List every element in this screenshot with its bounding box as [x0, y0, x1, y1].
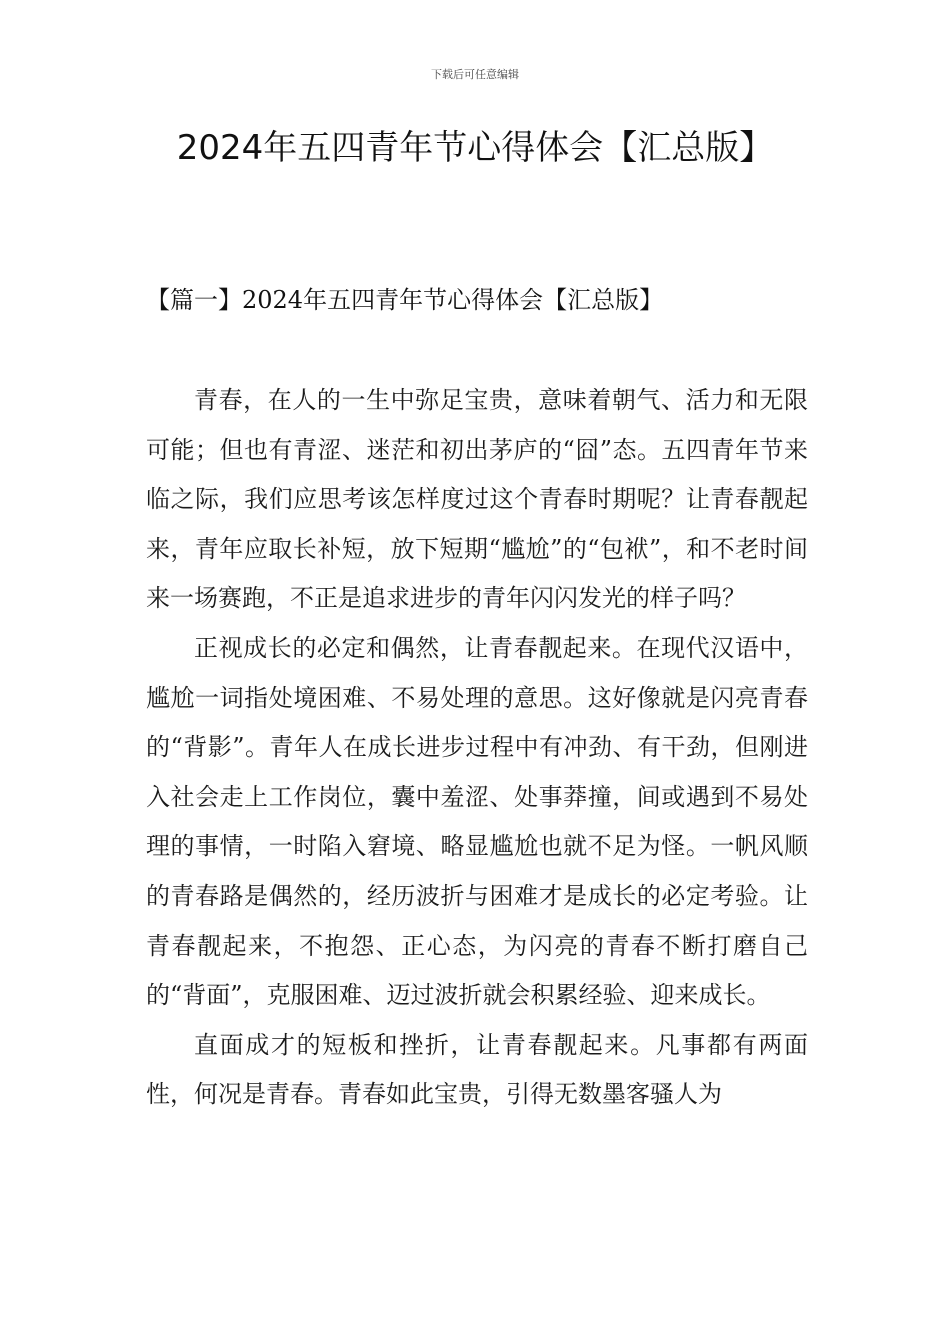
paragraph-2: 正视成长的必定和偶然，让青春靓起来。在现代汉语中，尴尬一词指处境困难、不易处理的意思。这好像就是闪亮青春的“背影”。青年人在成长进步过程中有冲劲、有干劲，但刚进入社会走上工作岗位，囊中羞涩、处事莽撞，间或遇到不易处理的事情，一时陷入窘境、略显尴尬也就不足为怪。一帆风顺的青春路是偶然的，经历波折与困难才是成长的必定考验。让青春靓起来，不抱怨、正心态，为闪亮的青春不断打磨自己的“背面”，克服困难、迈过波折就会积累经验、迎来成长。: [146, 633, 808, 1010]
document-title: 2024年五四青年节心得体会【汇总版】: [176, 128, 774, 168]
paragraph-1: 青春，在人的一生中弥足宝贵，意味着朝气、活力和无限可能；但也有青涩、迷茫和初出茅庐的“囧”态。五四青年节来临之际，我们应思考该怎样度过这个青春时期呢？让青春靓起来，青年应取长补短，放下短期“尴尬”的“包袱”，和不老时间来一场赛跑，不正是追求进步的青年闪闪发光的样子吗？: [146, 386, 808, 613]
paragraph-3: 直面成才的短板和挫折，让青春靓起来。凡事都有两面性，何况是青春。青春如此宝贵，引得无数墨客骚人为: [146, 1030, 808, 1109]
header-note: 下载后可任意编辑: [431, 68, 519, 81]
section-heading: 【篇一】2024年五四青年节心得体会【汇总版】: [146, 286, 664, 314]
body-text: [146, 376, 808, 1120]
